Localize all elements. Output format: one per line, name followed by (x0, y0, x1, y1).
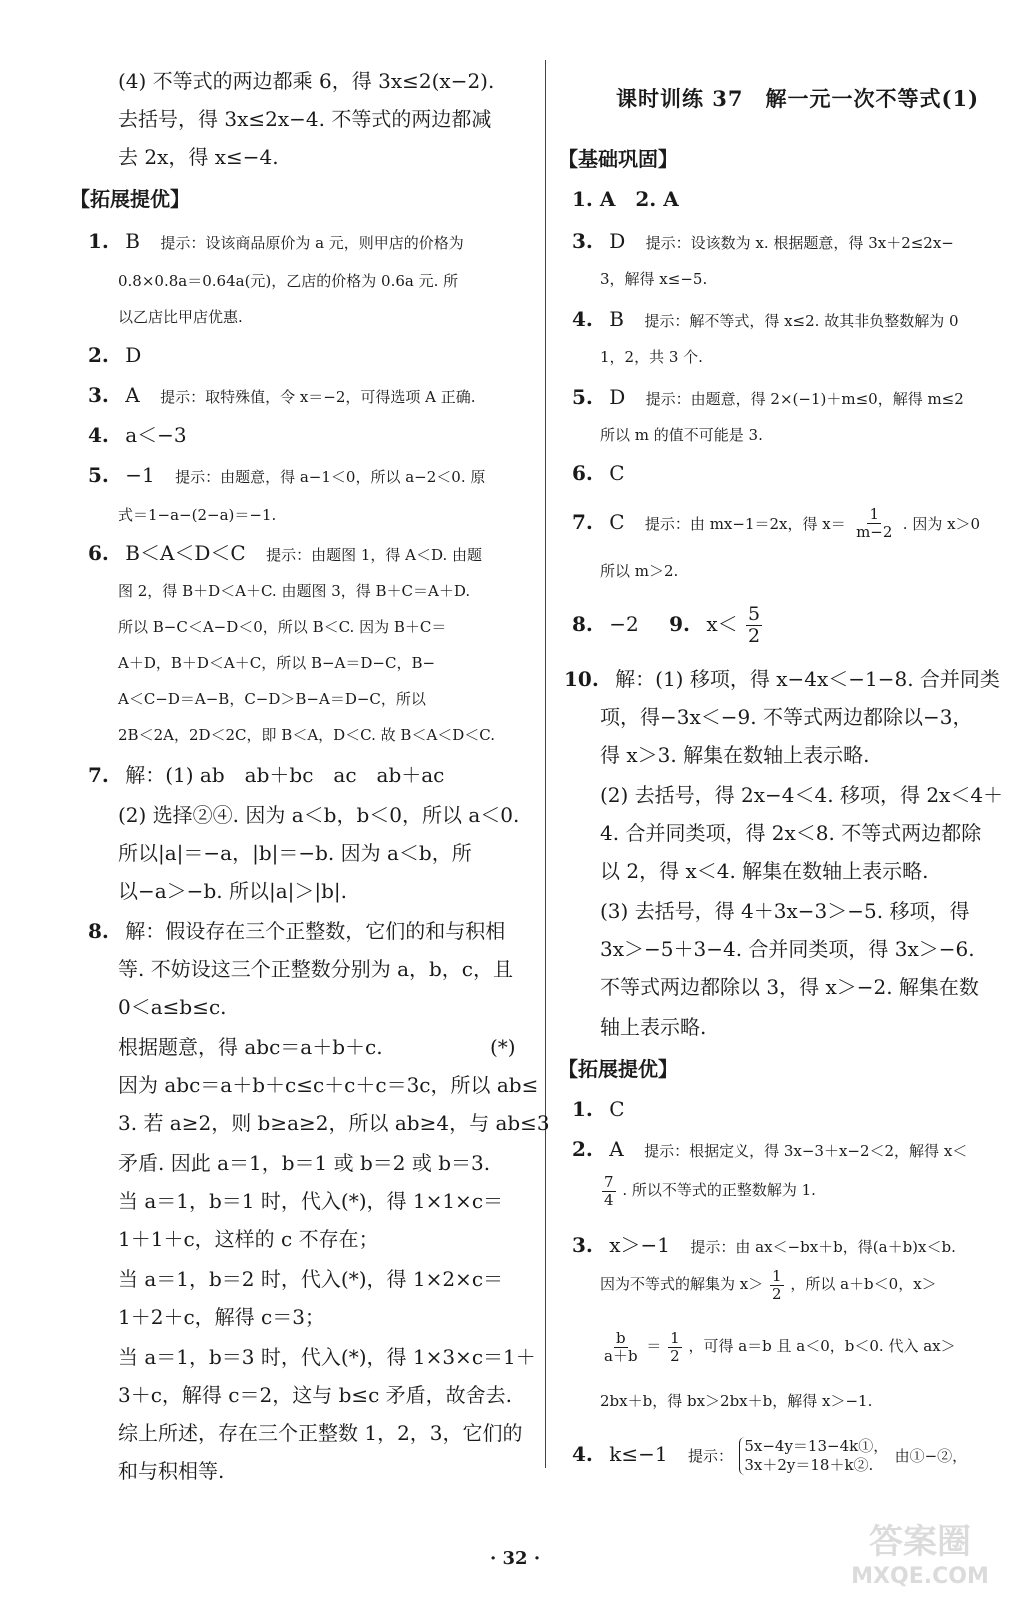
page-number: · 32 · (490, 1548, 541, 1569)
r-q4-row (572, 306, 959, 334)
q8-line-2: 等. 不妨设这三个正整数分别为 a，b，c，且 (118, 957, 513, 981)
q8-line-12: 当 a＝1，b＝3 时，代入(*)，得 1×3×c＝1＋ (118, 1345, 536, 1369)
q5-hint-2: 式＝1−a−(2−a)＝−1. (118, 506, 277, 524)
q7-line-4: 以−a＞−b. 所以|a|＞|b|. (118, 879, 347, 903)
r-e2-hint-2: . 所以不等式的正整数解为 1. (622, 1181, 816, 1199)
r-q9-number: 9. (669, 612, 690, 636)
r-q10-line-7: (3) 去括号，得 4＋3x−3＞−5. 移项，得 (600, 899, 970, 923)
r-q10-line-4: (2) 去括号，得 2x−4＜4. 移项，得 2x＜4＋ (600, 783, 1004, 807)
r-q10-line-2: 项，得−3x＜−9. 不等式两边都除以−3， (600, 705, 973, 729)
r-e3-f1-bottom: 2 (772, 1284, 782, 1303)
q1-hint-3: 以乙店比甲店优惠. (118, 308, 243, 326)
q8-line-3: 0＜a≤b≤c. (118, 995, 227, 1019)
r-e3-fraction-3 (668, 1330, 682, 1365)
r-e1-answer: C (609, 1097, 625, 1121)
q6-hint-6: 2B＜2A，2D＜2C，即 B＜A，D＜C. 故 B＜A＜D＜C. (118, 726, 496, 744)
r-q8-9-row (572, 602, 764, 647)
q5-hint-1: 提示：由题意，得 a−1＜0，所以 a−2＜0. 原 (175, 468, 486, 486)
r-e1-number: 1. (572, 1097, 593, 1121)
r-q6-row (572, 460, 625, 486)
q3-row (88, 382, 476, 410)
r-q4-hint-2: 1，2，共 3 个. (600, 348, 703, 366)
q1-answer: B (125, 229, 140, 253)
r-e3-number: 3. (572, 1233, 593, 1257)
r-q5-hint-1: 提示：由题意，得 2×(−1)＋m≤0，解得 m≤2 (645, 390, 964, 408)
r-e2-hint: 提示：根据定义，得 3x−3＋x−2＜2，解得 x＜ (644, 1142, 968, 1160)
r-q10-line-3: 得 x＞3. 解集在数轴上表示略. (600, 743, 870, 767)
q3-hint: 提示：取特殊值，令 x＝−2，可得选项 A 正确. (160, 388, 476, 406)
r-q10-line-8: 3x＞−5＋3−4. 合并同类项，得 3x＞−6. (600, 937, 975, 961)
q5-row (88, 462, 485, 490)
q2-number: 2. (88, 343, 109, 367)
q6-hint-4: A＋D，B＋D＜A＋C，所以 B−A＝D−C，B− (118, 654, 436, 672)
watermark-text-url: MXQE.COM (851, 1564, 989, 1589)
q8-number: 8. (88, 919, 109, 943)
q8-row (88, 918, 505, 944)
r-e1-row (572, 1096, 625, 1122)
r-q10-line-10: 轴上表示略. (600, 1015, 707, 1039)
q8-line-7: 矛盾. 因此 a＝1，b＝1 或 b＝2 或 b＝3. (118, 1151, 491, 1175)
r-q3-hint-1: 提示：设该数为 x. 根据题意，得 3x＋2≤2x− (645, 234, 954, 252)
r-q7-frac-top: 1 (869, 505, 880, 523)
p4-line-2: 去括号，得 3x≤2x−4. 不等式的两边都减 (118, 107, 492, 131)
q8-star-mark: (*) (490, 1035, 516, 1059)
r-q9-fraction (746, 604, 762, 647)
q4-row (88, 422, 187, 448)
r-e3-f1-top: 1 (772, 1266, 782, 1285)
r-e3-hint-4: 2bx＋b，得 bx＞2bx＋b，解得 x＞−1. (600, 1392, 873, 1410)
r-q10-number: 10. (564, 667, 599, 691)
r-q7-fraction (854, 506, 894, 541)
q1-hint-2: 0.8×0.8a＝0.64a(元)，乙店的价格为 0.6a 元. 所 (118, 272, 459, 290)
r-e2-frac-top: 7 (604, 1172, 614, 1191)
q8-line-13: 3＋c，解得 c＝2，这与 b≤c 矛盾，故舍去. (118, 1383, 513, 1407)
p4-line-3: 去 2x，得 x≤−4. (118, 145, 279, 169)
r-q7-frac-bottom: m−2 (856, 523, 893, 541)
q1-row (88, 228, 464, 256)
q8-line-6: 3. 若 a≥2，则 b≥a≥2，所以 ab≥4，与 ab≤3 (118, 1111, 550, 1135)
r-e3-row-2 (600, 1264, 937, 1304)
q8-line-15: 和与积相等. (118, 1459, 225, 1483)
r-e2-fraction (602, 1174, 616, 1209)
q8-line-5: 因为 abc＝a＋b＋c≤c＋c＋c＝3c，所以 ab≤ (118, 1073, 539, 1097)
p4-line-1: (4) 不等式的两边都乘 6，得 3x≤2(x−2). (118, 69, 495, 93)
r-q3-number: 3. (572, 229, 593, 253)
r-q6-number: 6. (572, 461, 593, 485)
q7-line-3: 所以|a|＝−a，|b|＝−b. 因为 a＜b，所 (118, 841, 472, 865)
q5-number: 5. (88, 463, 109, 487)
r-q7-hint-b: . 因为 x＞0 (902, 515, 981, 533)
r-e3-hint-2b: ，所以 a＋b＜0，x＞ (790, 1275, 937, 1293)
r-e4-eq1: 5x−4y＝13−4k①， (744, 1436, 889, 1455)
q8-line-8: 当 a＝1，b＝1 时，代入(*)，得 1×1×c＝ (118, 1189, 504, 1213)
r-q9-frac-bottom: 2 (747, 625, 761, 647)
q6-number: 6. (88, 541, 109, 565)
r-q5-number: 5. (572, 385, 593, 409)
q3-answer: A (125, 383, 140, 407)
r-q9-frac-top: 5 (747, 603, 761, 625)
r-e4-row (572, 1430, 967, 1480)
r-e3-hint-1: 提示：由 ax＜−bx＋b，得(a＋b)x＜b. (690, 1238, 956, 1256)
lesson-title: 课时训练 37 解一元一次不等式(1) (616, 86, 980, 111)
q6-answer: B＜A＜D＜C (125, 541, 246, 565)
q6-hint-1: 提示：由题图 1，得 A＜D. 由题 (266, 546, 483, 564)
q2-answer: D (125, 343, 142, 367)
r-e3-answer: x＞−1 (609, 1233, 671, 1257)
r-e3-eq: ＝ (646, 1337, 662, 1355)
r-e4-hint: 提示： (687, 1447, 733, 1465)
q8-line-4: 根据题意，得 abc＝a＋b＋c. (118, 1035, 383, 1059)
r-q6-answer: C (609, 461, 625, 485)
r-q3-hint-2: 3，解得 x≤−5. (600, 270, 708, 288)
r-e4-number: 4. (572, 1442, 593, 1466)
r-e2-number: 2. (572, 1137, 593, 1161)
r-q5-answer: D (609, 385, 626, 409)
r-q4-answer: B (609, 307, 624, 331)
r-e2-row (572, 1136, 967, 1164)
r-e4-system (739, 1437, 888, 1475)
r-q7-hint-c: 所以 m＞2. (600, 562, 679, 580)
q4-answer: a＜−3 (125, 423, 187, 447)
r-q4-number: 4. (572, 307, 593, 331)
q2-row (88, 342, 141, 368)
r-e4-answer: k≤−1 (609, 1442, 668, 1466)
q6-row (88, 540, 482, 568)
section-header-extension: 【拓展提优】 (70, 187, 190, 211)
q8-line-14: 综上所述，存在三个正整数 1，2，3，它们的 (118, 1421, 523, 1445)
q8-line-11: 1＋2＋c，解得 c＝3； (118, 1305, 325, 1329)
watermark-logo (820, 1515, 1020, 1590)
r-q8-number: 8. (572, 612, 593, 636)
r-e3-f2-top: b (615, 1328, 626, 1347)
r-e3-row-3 (600, 1326, 956, 1366)
q7-number: 7. (88, 763, 109, 787)
r-e3-f3-top: 1 (670, 1328, 680, 1347)
r-q7-number: 7. (572, 510, 593, 534)
r-q9-answer-prefix: x＜ (706, 612, 738, 636)
r-e3-fraction-2 (602, 1330, 640, 1365)
q8-line-1: 解：假设存在三个正整数，它们的和与积相 (125, 919, 506, 943)
r-q7-answer: C (609, 510, 625, 534)
r-q10-line-9: 不等式两边都除以 3，得 x＞−2. 解集在数 (600, 975, 979, 999)
q8-line-9: 1＋1＋c，这样的 c 不存在； (118, 1227, 379, 1251)
r-q3-answer: D (609, 229, 626, 253)
section-header-extension-right: 【拓展提优】 (558, 1057, 678, 1081)
r-e3-f3-bottom: 2 (670, 1346, 680, 1365)
r-e3-fraction-1 (770, 1268, 784, 1303)
r-e3-f2-bottom: a＋b (604, 1346, 638, 1365)
r-e2-answer: A (609, 1137, 624, 1161)
r-q7-row (572, 502, 980, 544)
r-q3-row (572, 228, 954, 256)
q3-number: 3. (88, 383, 109, 407)
r-q4-hint-1: 提示：解不等式，得 x≤2. 故其非负整数解为 0 (644, 312, 959, 330)
q1-number: 1. (88, 229, 109, 253)
q1-2-row: 1. A 2. A (572, 187, 679, 211)
r-e3-row (572, 1232, 956, 1260)
r-e2-frac-bottom: 4 (604, 1190, 614, 1209)
r-q10-line-6: 以 2，得 x＜4. 解集在数轴上表示略. (600, 859, 929, 883)
q7-row (88, 762, 444, 788)
q6-hint-2: 图 2，得 B＋D＜A＋C. 由题图 3，得 B＋C＝A＋D. (118, 582, 471, 600)
q5-answer: −1 (125, 463, 155, 487)
q6-hint-5: A＜C−D＝A−B，C−D＞B−A＝D−C，所以 (118, 690, 426, 708)
r-q7-hint-a: 提示：由 mx−1＝2x，得 x＝ (644, 515, 846, 533)
q7-line-2: (2) 选择②④. 因为 a＜b，b＜0，所以 a＜0. (118, 803, 520, 827)
r-q10-line-1: 解：(1) 移项，得 x−4x＜−1−8. 合并同类 (615, 667, 1000, 691)
q8-line-10: 当 a＝1，b＝2 时，代入(*)，得 1×2×c＝ (118, 1267, 504, 1291)
r-q8-answer: −2 (609, 612, 639, 636)
q1-hint-1: 提示：设该商品原价为 a 元，则甲店的价格为 (160, 234, 464, 252)
r-q10-line-5: 4. 合并同类项，得 2x＜8. 不等式两边都除 (600, 821, 982, 845)
r-q5-row (572, 384, 964, 412)
r-e3-hint-3: ，可得 a＝b 且 a＜0，b＜0. 代入 ax＞ (688, 1337, 956, 1355)
r-q10-row (564, 666, 1000, 692)
section-header-basic: 【基础巩固】 (558, 147, 678, 171)
r-e2-row-2 (600, 1170, 816, 1210)
q6-hint-3: 所以 B−C＜A−D＜0，所以 B＜C. 因为 B＋C＝ (118, 618, 447, 636)
q4-number: 4. (88, 423, 109, 447)
watermark-text-cn: 答案圈 (869, 1522, 971, 1562)
q7-line-1: 解：(1) ab ab＋bc ac ab＋ac (125, 763, 445, 787)
r-e4-after: 由①−②， (894, 1447, 968, 1465)
column-divider (545, 60, 546, 1468)
r-e4-eq2: 3x＋2y＝18＋k②. (744, 1455, 874, 1474)
r-q5-hint-2: 所以 m 的值不可能是 3. (600, 426, 763, 444)
r-e3-hint-2a: 因为不等式的解集为 x＞ (600, 1275, 764, 1293)
